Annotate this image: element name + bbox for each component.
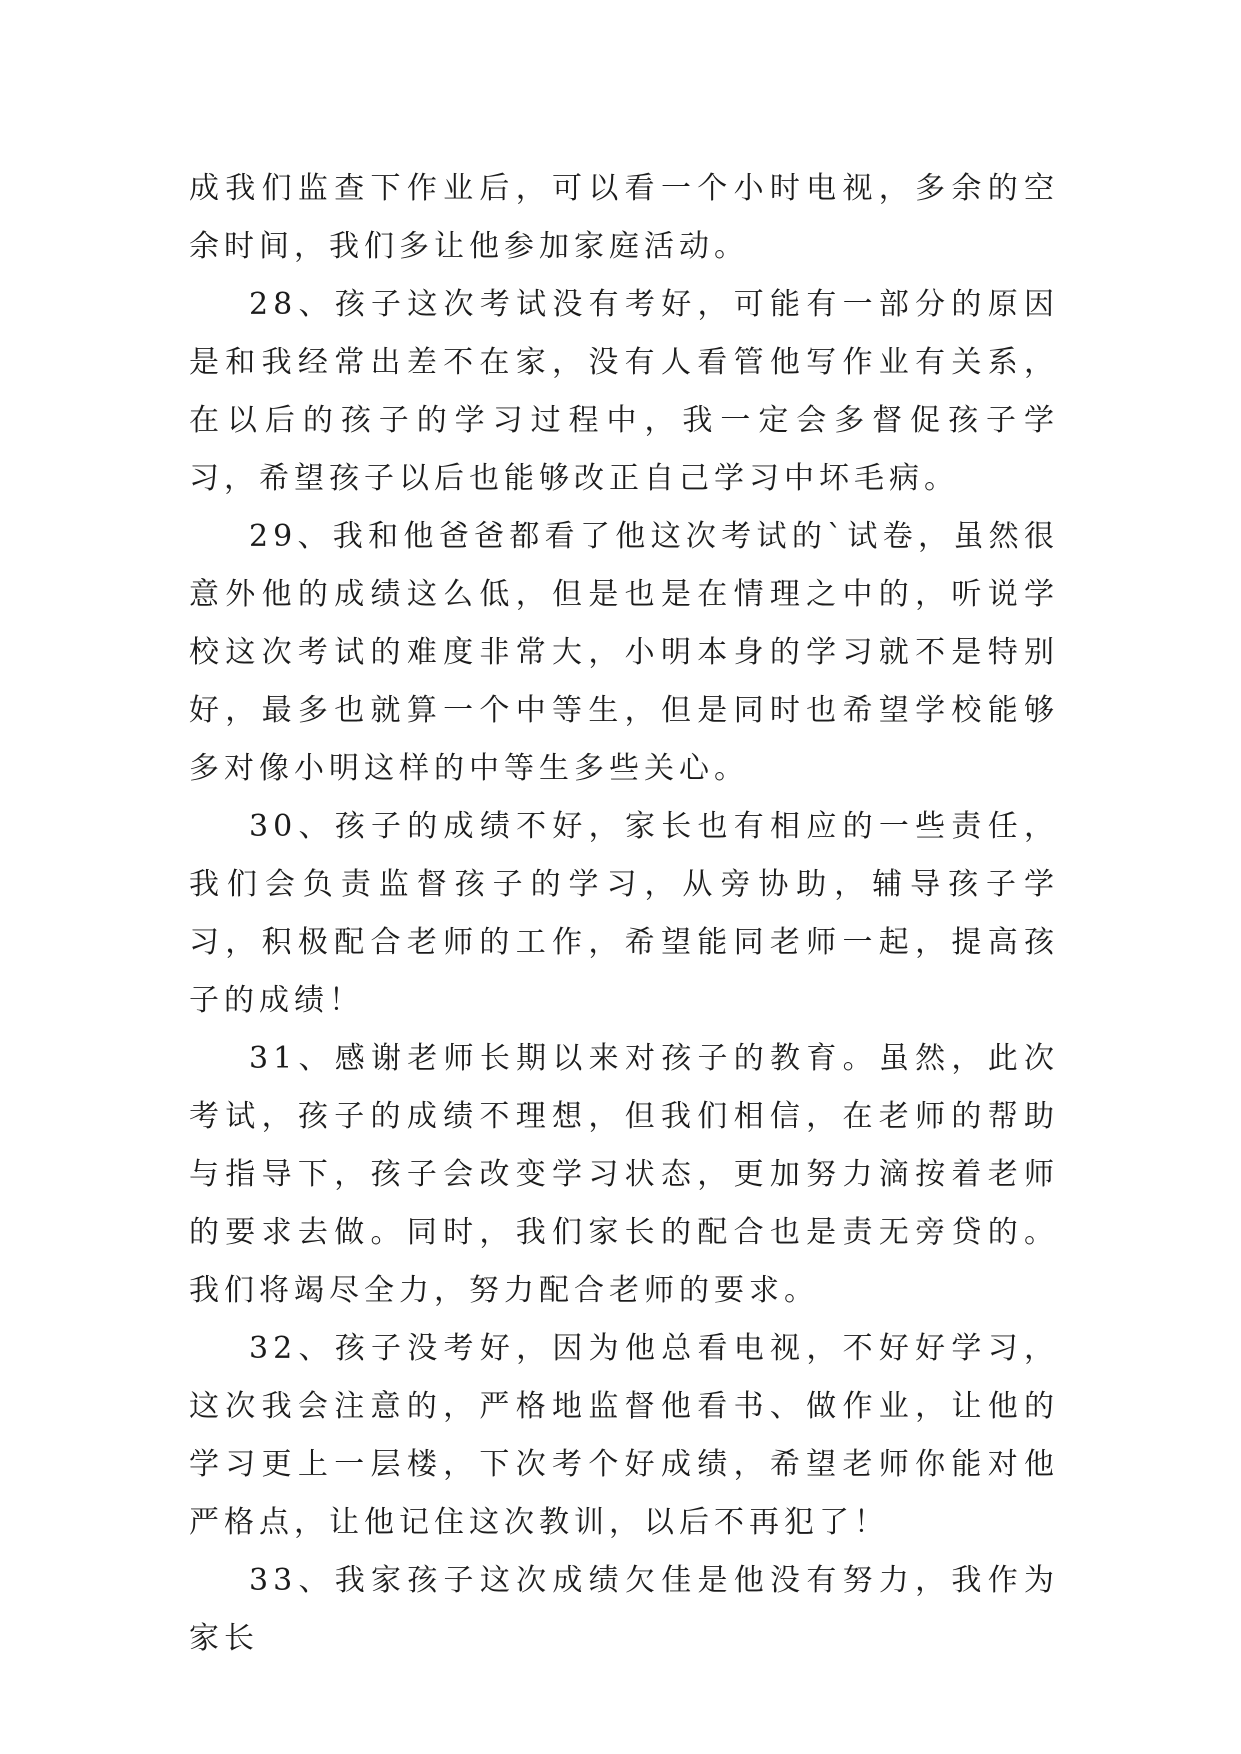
paragraph-continuation: 成我们监查下作业后，可以看一个小时电视，多余的空余时间，我们多让他参加家庭活动。 <box>189 171 1059 264</box>
paragraph-31: 31、感谢老师长期以来对孩子的教育。虽然，此次考试，孩子的成绩不理想，但我们相信，在老师的帮助与指导下，孩子会改变学习状态，更加努力滴按着老师的要求去做。同时，我们家长的配合也是责无旁贷的。我们将竭尽全力，努力配合老师的要求。 <box>189 1041 1059 1308</box>
paragraph-29: 29、我和他爸爸都看了他这次考试的`试卷，虽然很意外他的成绩这么低，但是也是在情理之中的，听说学校这次考试的难度非常大，小明本身的学习就不是特别好，最多也就算一个中等生，但是同时也希望学校能够多对像小明这样的中等生多些关心。 <box>189 519 1059 786</box>
paragraph-28: 28、孩子这次考试没有考好，可能有一部分的原因是和我经常出差不在家，没有人看管他写作业有关系，在以后的孩子的学习过程中，我一定会多督促孩子学习，希望孩子以后也能够改正自己学习中坏毛病。 <box>189 287 1059 496</box>
paragraph-32: 32、孩子没考好，因为他总看电视，不好好学习，这次我会注意的，严格地监督他看书、做作业，让他的学习更上一层楼，下次考个好成绩，希望老师你能对他严格点，让他记住这次教训，以后不再犯了！ <box>189 1331 1059 1540</box>
paragraph-33: 33、我家孩子这次成绩欠佳是他没有努力，我作为家长 <box>189 1563 1059 1656</box>
paragraph-30: 30、孩子的成绩不好，家长也有相应的一些责任，我们会负责监督孩子的学习，从旁协助，辅导孩子学习，积极配合老师的工作，希望能同老师一起，提高孩子的成绩！ <box>189 809 1059 1018</box>
document-body <box>189 160 1059 1668</box>
